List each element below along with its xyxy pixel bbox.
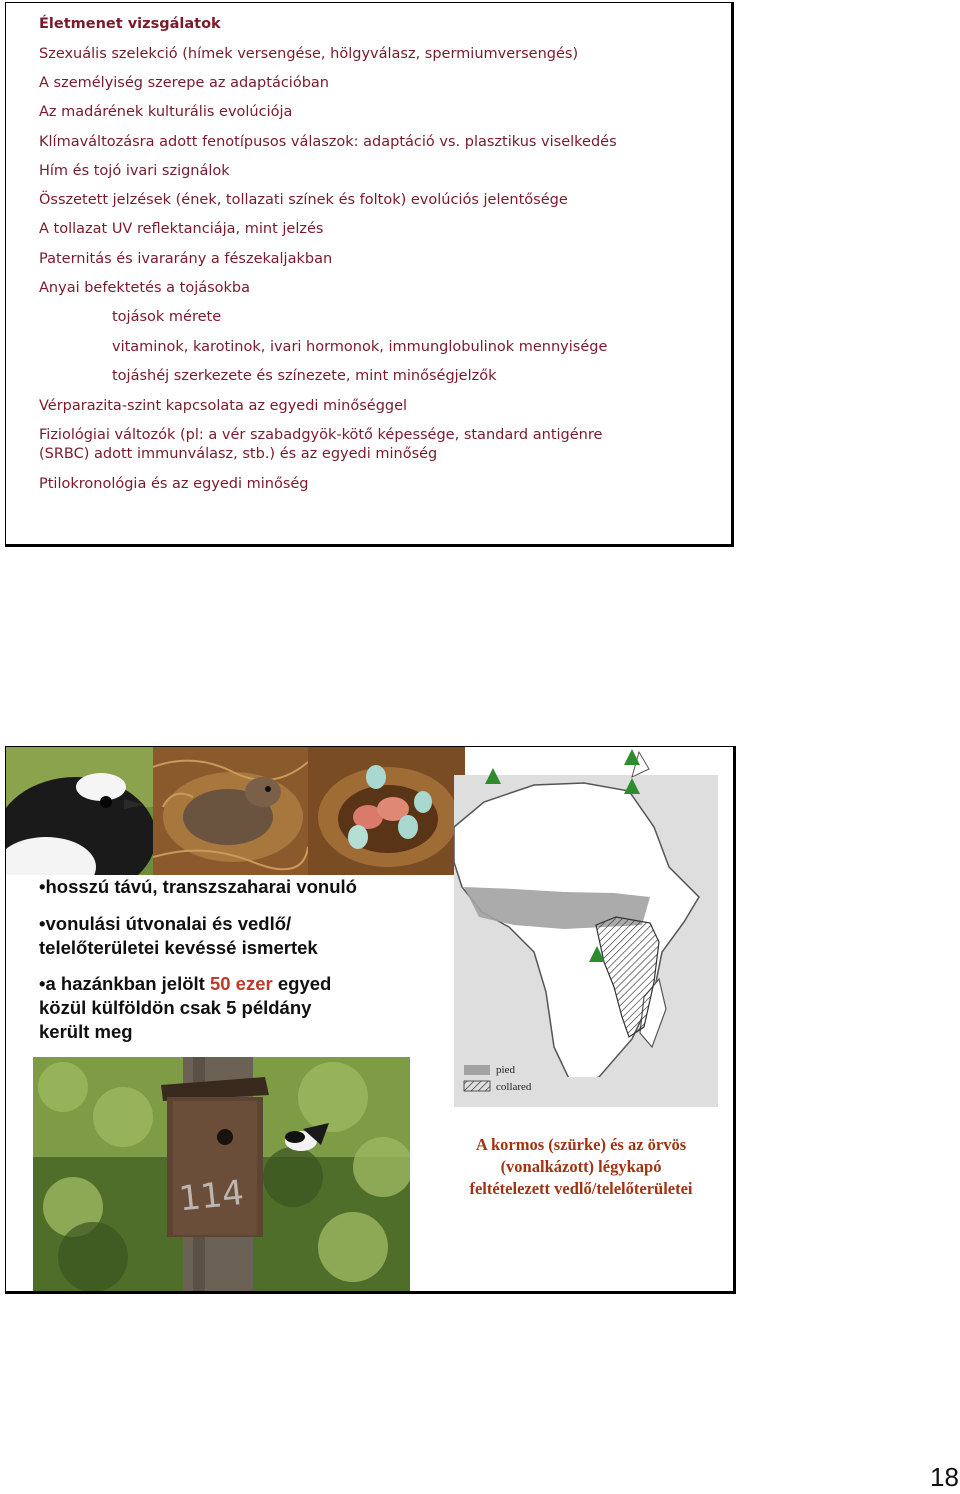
map-caption-line2: (vonalkázott) légykapó xyxy=(500,1157,662,1176)
flycatcher-head-photo xyxy=(6,747,153,875)
page-number: 18 xyxy=(930,1462,959,1492)
bullet-text: •a hazánkban jelölt xyxy=(39,973,210,994)
legend-swatch-collared xyxy=(464,1081,490,1091)
bullet-ringing-recoveries-line2: közül külföldön csak 5 példány xyxy=(39,997,312,1018)
nest-female-photo xyxy=(153,747,308,875)
nestbox-photo xyxy=(33,1057,410,1292)
topic-subitem: tojáshéj szerkezete és színezete, mint minőségjelzők xyxy=(112,368,497,384)
topic-item: Paternitás és ivararány a fészekaljakban xyxy=(39,251,333,267)
topic-item: Ptilokronológia és az egyedi minőség xyxy=(39,476,309,492)
topic-subitem: tojások mérete xyxy=(112,309,222,325)
nestbox-number: 114 xyxy=(176,1172,246,1220)
slide-research-topics xyxy=(5,2,734,547)
topic-item: Klímaváltozásra adott fenotípusos válaszok: adaptáció vs. plasztikus viselkedés xyxy=(39,134,617,150)
bullet-ringing-recoveries xyxy=(39,972,331,996)
topic-item: A személyiség szerepe az adaptációban xyxy=(39,75,329,91)
map-caption xyxy=(446,1134,716,1200)
topic-heading: Életmenet vizsgálatok xyxy=(39,16,221,32)
legend-label-collared: collared xyxy=(496,1081,532,1093)
topic-item: Az madárének kulturális evolúciója xyxy=(39,104,293,120)
slide-flycatcher-migration xyxy=(5,746,736,1294)
map-caption-line3: feltételezett vedlő/telelőterületei xyxy=(469,1179,693,1198)
africa-wintering-map xyxy=(454,747,718,1107)
bullet-text: egyed xyxy=(272,973,332,994)
nest-chicks-photo xyxy=(308,747,465,875)
topic-item: (SRBC) adott immunválasz, stb.) és az egyedi minőség xyxy=(39,446,438,462)
topic-item: A tollazat UV reflektanciája, mint jelzés xyxy=(39,221,324,237)
bullet-long-distance-migrant: •hosszú távú, transzszaharai vonuló xyxy=(39,876,357,897)
bullet-routes-unknown-line1: •vonulási útvonalai és vedlő/ xyxy=(39,913,292,934)
legend-swatch-pied xyxy=(464,1065,490,1075)
topic-item: Vérparazita-szint kapcsolata az egyedi minőséggel xyxy=(39,398,408,414)
bullet-ringing-recoveries-line3: került meg xyxy=(39,1021,133,1042)
topic-item: Hím és tojó ivari szignálok xyxy=(39,163,230,179)
bullet-routes-unknown-line2: telelőterületei kevéssé ismertek xyxy=(39,937,318,958)
ringed-count-highlight: 50 ezer xyxy=(209,973,273,994)
topic-subitem: vitaminok, karotinok, ivari hormonok, immunglobulinok mennyisége xyxy=(112,339,608,355)
legend-label-pied: pied xyxy=(496,1064,515,1076)
topic-item: Összetett jelzések (ének, tollazati színek és foltok) evolúciós jelentősége xyxy=(39,192,568,208)
map-caption-line1: A kormos (szürke) és az örvös xyxy=(475,1135,687,1154)
topic-item: Anyai befektetés a tojásokba xyxy=(39,280,251,296)
topic-item: Fiziológiai változók (pl: a vér szabadgyök-kötő képessége, standard antigénre xyxy=(39,427,603,443)
topic-item: Szexuális szelekció (hímek versengése, hölgyválasz, spermiumversengés) xyxy=(39,46,579,62)
